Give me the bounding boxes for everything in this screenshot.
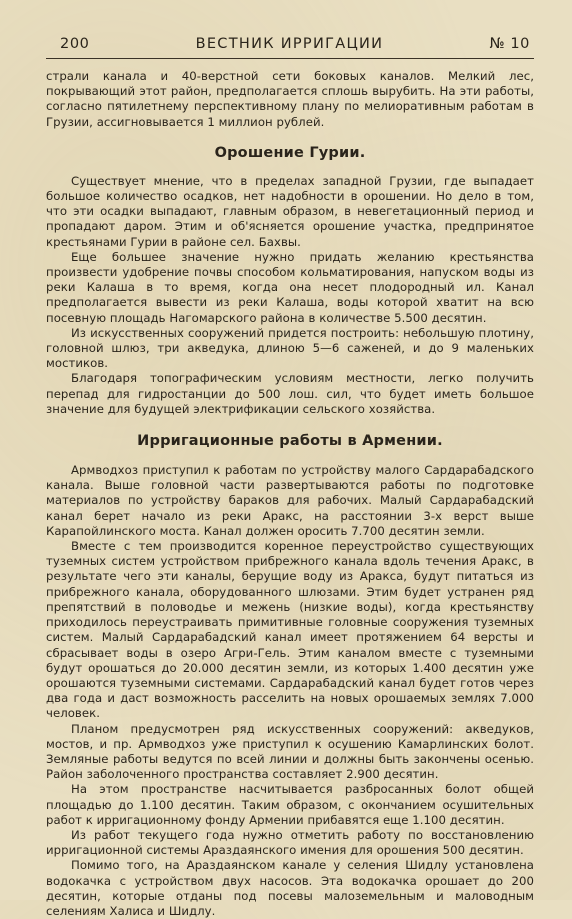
running-head: [46, 36, 534, 59]
section-title-armenia: Ирригационные работы в Армении.: [137, 433, 443, 450]
paragraph: Еще большее значение нужно придать желанию крестьянства произвести удобрение почвы способом кольматирования, напуском воды из реки Калаша в то время, когда она несет плодородный ил. Канал предполагается вывести из реки Калаша, воды которой хватит на всю посевную площадь Нагомарского района в количестве 5.500 десятин.: [46, 249, 534, 325]
page-number: 200: [60, 36, 90, 52]
article-body: [46, 69, 534, 919]
section-title-guria: Орошение Гурии.: [214, 144, 366, 161]
paragraph: Вместе с тем производится коренное переустройство существующих туземных систем устройством прибрежного канала вдоль течения Аракс, в результате чего эти каналы, берущие воду из Аракса, будут питаться из прибрежного канала, оборудованного шлюзами. Этим будет устранен ряд препятствий в половодье и межень (низкие воды), когда крестьянству приходилось переустраивать примитивные головные сооружения туземных систем. Малый Сардарабадский канал имеет протяжением 64 версты и сбрасывает воды в озеро Агри-Гель. Этим каналом вместе с туземными будут орошаться до 20.000 десятин земли, из которых 1.400 десятин уже орошаются туземными системами. Сардарабадский канал будет готов через два года и даст возможность расселить на новых орошаемых землях 7.000 человек.: [46, 539, 534, 721]
journal-title: ВЕСТНИК ИРРИГАЦИИ: [195, 36, 384, 52]
paragraph: Из искусственных сооружений придется построить: небольшую плотину, головной шлюз, три акведука, длиною 5—6 саженей, и до 9 маленьких мостиков.: [46, 325, 534, 371]
paragraph: Планом предусмотрен ряд искусственных сооружений: акведуков, мостов, и пр. Армводхоз уже приступил к осушению Камарлинских болот. Земляные работы ведутся по всей линии и должны быть закончены осенью. Район заболоченного пространства составляет 2.900 десятин.: [46, 721, 534, 782]
paragraph: Существует мнение, что в пределах западной Грузии, где выпадает большое количество осадков, нет надобности в орошении. Но дело в том, что эти осадки выпадают, главным образом, в невегетационный период и пропадают даром. Этим и об'ясняется орошение участка, предпринятое крестьянами Гурии в районе сел. Бахвы.: [46, 173, 534, 249]
paragraph-continued: страли канала и 40-верстной сети боковых каналов. Мелкий лес, покрывающий этот район, предполагается сплошь вырубить. На эти работы, согласно пятилетнему перспективному плану по мелиоративным работам в Грузии, ассигновывается 1 миллион рублей.: [46, 69, 534, 129]
issue-number: № 10: [489, 36, 530, 52]
paragraph: Благодаря топографическим условиям местности, легко получить перепад для гидростанции до 500 лош. сил, что будет иметь большое значение для будущей электрификации сельского хозяйства.: [46, 371, 534, 416]
paragraph: На этом пространстве насчитывается разбросанных болот общей площадью до 1.100 десятин. Таким образом, с окончанием осушительных работ к ирригационному фонду Армении прибавятся еще 1.100 десятин.: [46, 782, 534, 827]
paragraph: Из работ текущего года нужно отметить работу по восстановлению ирригационной системы Араздаянского имения для орошения 500 десятин.: [46, 827, 534, 858]
paragraph: Армводхоз приступил к работам по устройству малого Сардарабадского канала. Выше головной части развертываются работы по подготовке материалов по устройству бараков для рабочих. Малый Сардарабадский канал берет начало из реки Аракс, на расстоянии 3-х верст выше Карапойлинского моста. Канал должен оросить 7.700 десятин земли.: [46, 463, 534, 538]
paragraph: Помимо того, на Араздаянском канале у селения Шидлу установлена водокачка с устройством двух насосов. Эта водокачка орошает до 200 десятин, которые отданы под посевы малоземельным и маловодным селениям Халиса и Шидлу.: [46, 858, 534, 918]
journal-page: [46, 36, 534, 919]
